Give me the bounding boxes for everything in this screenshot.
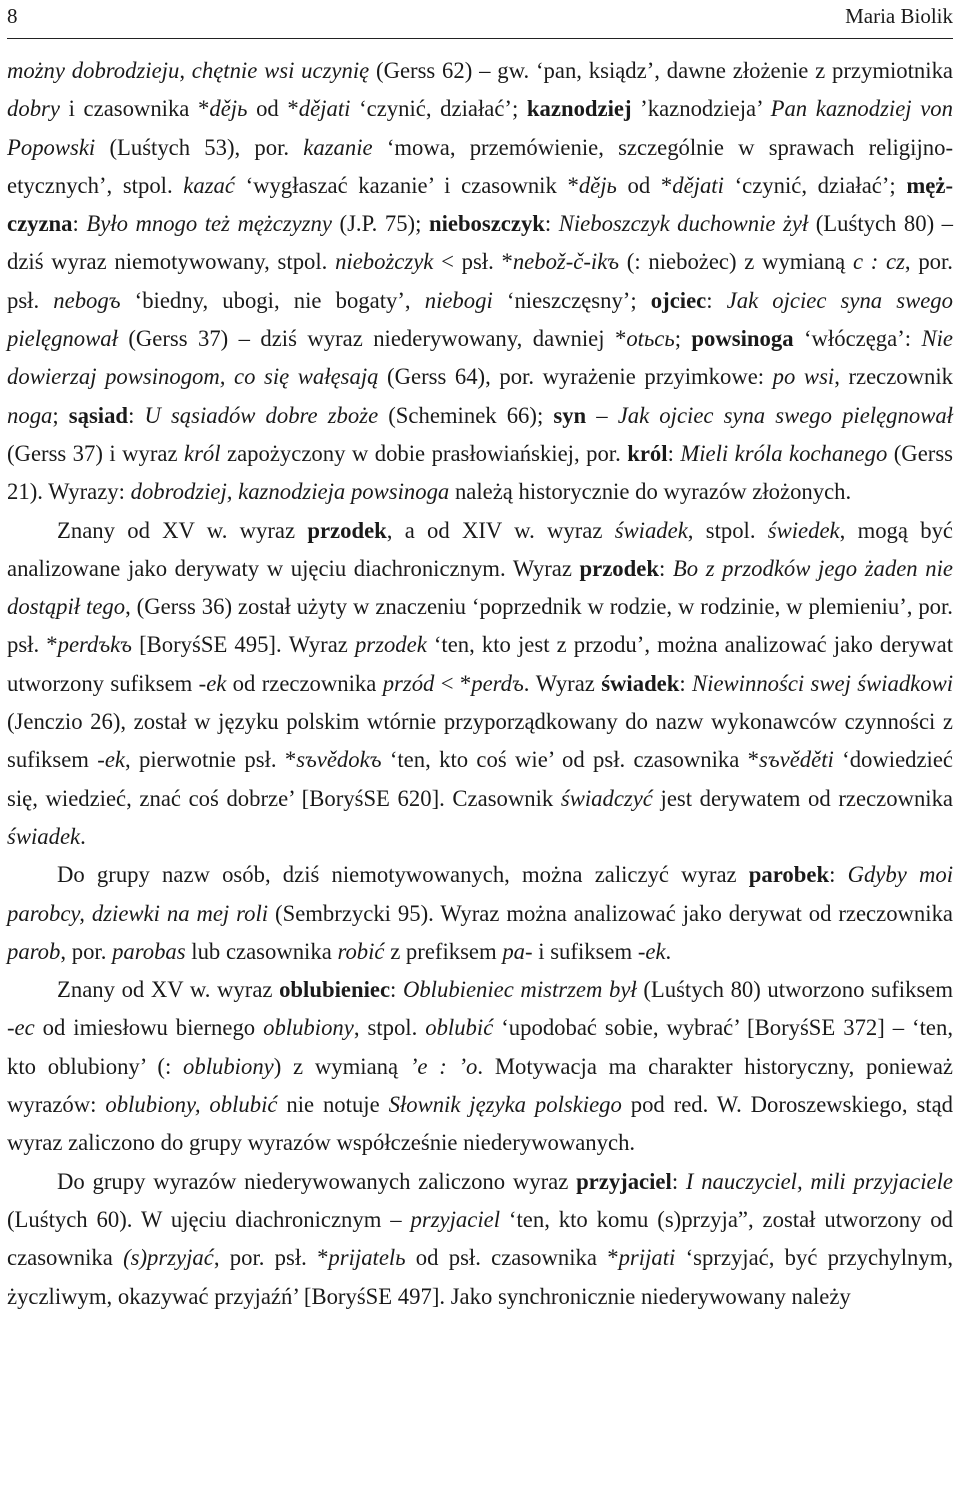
text-run: pod red. W. Doroszewskiego, stąd wyraz zaliczono do grupy wyrazów współcześnie niederywowanych. bbox=[7, 1092, 953, 1156]
bold-term: przodek bbox=[579, 555, 659, 581]
italic-text: niebożczyk bbox=[335, 249, 434, 275]
italic-text: otьcь bbox=[626, 326, 675, 352]
italic-text: prijatelь bbox=[328, 1245, 406, 1271]
text-run: należą historycznie do wyrazów złożonych. bbox=[449, 479, 852, 505]
text-run: ‘czynić, działać’; bbox=[723, 172, 907, 198]
italic-text: Słownik języka polskiego bbox=[388, 1092, 622, 1118]
bold-term: syn bbox=[553, 402, 587, 428]
text-run: ‘nieszczęsny’; bbox=[492, 287, 651, 313]
text-run: (Luśtych 53), por. bbox=[95, 134, 304, 160]
italic-text: nebož-č-ikъ bbox=[512, 249, 620, 275]
text-run: ‘wygłaszać kazanie’ i czasownik * bbox=[234, 172, 579, 198]
text-run: Do grupy wyrazów niederywowanych zaliczono wyraz bbox=[57, 1168, 577, 1194]
text-run: od * bbox=[616, 172, 673, 198]
text-run: , (Gerss 36) został użyty w znaczeniu ‘poprzednik w rodzie, w rodzinie, w plemieniu’, por. psł. * bbox=[7, 594, 953, 658]
italic-text: dějati bbox=[672, 172, 724, 198]
text-run: , por. psł. bbox=[7, 249, 953, 313]
text-run: ‘ten, kto jest z przodu’, można analizować jako derywat utworzony sufiksem bbox=[7, 632, 953, 696]
paragraph bbox=[7, 1163, 953, 1316]
text-run: ‘biedny, ubogi, nie bogaty’, bbox=[120, 287, 425, 313]
paragraph bbox=[7, 52, 953, 512]
italic-text: pa- bbox=[502, 938, 533, 964]
text-run: Znany od XV w. wyraz bbox=[57, 517, 308, 543]
text-run: (Gerss 37) – dziś wyraz niederywowany, dawniej * bbox=[117, 326, 627, 352]
text-run: . Wyraz bbox=[523, 670, 602, 696]
italic-text: U sąsiadów dobre zboże bbox=[144, 402, 379, 428]
text-run: (Scheminek 66); bbox=[378, 402, 554, 428]
text-run: ‘upodobać sobie, wybrać’ [BoryśSE 372] – ‘ten, kto oblubiony’ (: bbox=[7, 1015, 953, 1079]
italic-text: kazanie bbox=[303, 134, 373, 160]
text-run: (Jenczio 26), został w języku polskim wtórnie przyporządkowany do nazw wykonawców czynności z sufiksem bbox=[7, 709, 953, 773]
text-run: : bbox=[679, 670, 693, 696]
italic-text: ’e : ’o bbox=[409, 1053, 478, 1079]
text-run: od psł. czasownika * bbox=[405, 1245, 619, 1271]
text-run: (Luśtych 80) utworzono sufiksem bbox=[636, 977, 953, 1003]
italic-text: -ek bbox=[637, 938, 666, 964]
text-run: : bbox=[667, 440, 681, 466]
text-run: , stpol. bbox=[687, 517, 768, 543]
text-run: zapożyczony w dobie prasłowiańskiej, por. bbox=[220, 440, 628, 466]
italic-text: świadek bbox=[7, 823, 81, 849]
body-text bbox=[7, 52, 953, 1316]
text-run: , a od XIV w. wyraz bbox=[386, 517, 615, 543]
paragraph bbox=[7, 971, 953, 1162]
italic-text: noga bbox=[7, 402, 53, 428]
text-run: ) z wymianą bbox=[273, 1053, 410, 1079]
italic-text: Było mnogo też mężczyzny bbox=[86, 211, 332, 237]
text-run: ‘włóczęga’: bbox=[793, 326, 922, 352]
bold-term: świadek bbox=[601, 670, 680, 696]
italic-text: dobrodziej, kaznodzieja powsinoga bbox=[130, 479, 450, 505]
text-run: , mogą być analizowane jako derywaty w ujęciu diachronicznym. Wyraz bbox=[7, 517, 953, 581]
paragraph bbox=[7, 512, 953, 857]
italic-text: -ek bbox=[97, 747, 125, 773]
text-run: i czasownika * bbox=[59, 96, 210, 122]
italic-text: Pan kaznodziej von Popowski bbox=[7, 96, 953, 160]
text-run: ‘ten, kto komu (s)przyja”, został utworzony od czasownika bbox=[7, 1206, 953, 1271]
italic-text: robić bbox=[337, 938, 385, 964]
italic-text: (s)przyjać bbox=[123, 1245, 214, 1271]
bold-term: król bbox=[627, 440, 668, 466]
italic-text: świadczyć bbox=[560, 785, 653, 811]
text-run: . bbox=[665, 938, 672, 964]
italic-text: Bo z przodków jego żaden nie dostąpił tego bbox=[7, 555, 953, 620]
page-number: 8 bbox=[7, 4, 18, 28]
text-run: od imiesłowu biernego bbox=[34, 1015, 264, 1041]
italic-text: król bbox=[184, 440, 221, 466]
text-run: : bbox=[72, 211, 87, 237]
text-run: . Motywacja ma charakter historyczny, ponieważ wyrazów: bbox=[7, 1053, 953, 1118]
italic-text: oblubiony, oblubić bbox=[105, 1092, 278, 1118]
text-run: od * bbox=[247, 96, 299, 122]
italic-text: oblubiony bbox=[263, 1015, 354, 1041]
italic-text: przodek bbox=[354, 632, 427, 658]
italic-text: dobry bbox=[7, 96, 60, 122]
text-run: (Luśtych 60). W ujęciu diachronicznym – bbox=[7, 1206, 411, 1232]
italic-text: nebogъ bbox=[53, 287, 121, 313]
italic-text: c : cz bbox=[852, 249, 905, 275]
italic-text: Nie dowierzaj powsinogom, co się wałęsają bbox=[7, 326, 953, 390]
italic-text: przyjaciel bbox=[410, 1206, 501, 1232]
italic-text: Jak ojciec syna swego pielęgnował bbox=[617, 402, 953, 428]
text-run: : bbox=[706, 287, 727, 313]
italic-text: dějь bbox=[578, 172, 617, 198]
text-run: – bbox=[586, 402, 618, 428]
bold-term: kaznodziej bbox=[526, 96, 632, 122]
italic-text: -ek bbox=[198, 670, 227, 696]
italic-text: I nauczyciel, mili przyjaciele bbox=[685, 1168, 953, 1194]
text-run: ‘czynić, działać’; bbox=[350, 96, 527, 122]
text-run: (Gerss 64), por. wyrażenie przyimkowe: bbox=[378, 364, 773, 390]
text-run: ; bbox=[674, 326, 692, 352]
text-run: ’kaznodzieja’ bbox=[631, 96, 771, 122]
text-run: Znany od XV w. wyraz bbox=[57, 977, 280, 1003]
text-run: < psł. * bbox=[433, 249, 513, 275]
bold-term: powsinoga bbox=[691, 326, 794, 352]
italic-text: po wsi bbox=[772, 364, 835, 390]
italic-text: przód bbox=[382, 670, 435, 696]
italic-text: parob bbox=[7, 938, 61, 964]
text-run: (: niebożec) z wymianą bbox=[619, 249, 853, 275]
italic-text: -ec bbox=[7, 1015, 35, 1041]
text-run: ; bbox=[52, 402, 69, 428]
bold-term: sąsiad bbox=[68, 402, 129, 428]
italic-text: perdъ bbox=[471, 670, 524, 696]
text-run: (Gerss 37) i wyraz bbox=[7, 440, 185, 466]
italic-text: Niewinności swej świadkowi bbox=[692, 670, 954, 696]
italic-text: sъvěděti bbox=[759, 747, 834, 773]
bold-term: mężczyzna bbox=[7, 172, 954, 237]
text-run: nie notuje bbox=[277, 1092, 389, 1118]
bold-term: przyjaciel bbox=[576, 1168, 672, 1194]
italic-text: dějь bbox=[209, 96, 248, 122]
italic-text: świedek bbox=[767, 517, 840, 543]
text-run: , por. psł. * bbox=[213, 1245, 329, 1271]
text-run: ‘ten, kto coś wie’ od psł. czasownika * bbox=[381, 747, 760, 773]
text-run: i sufiksem bbox=[532, 938, 638, 964]
text-run: , stpol. bbox=[353, 1015, 426, 1041]
text-run: jest derywatem od rzeczownika bbox=[652, 785, 953, 811]
text-run: [BoryśSE 495]. Wyraz bbox=[131, 632, 355, 658]
italic-text: świadek bbox=[614, 517, 688, 543]
italic-text: oblubić bbox=[425, 1015, 494, 1041]
text-run: : bbox=[829, 862, 848, 888]
running-head-author: Maria Biolik bbox=[845, 4, 953, 28]
text-run: : bbox=[658, 555, 673, 581]
italic-text: dějati bbox=[298, 96, 351, 122]
text-run: , pierwotnie psł. * bbox=[124, 747, 297, 773]
text-run: , rzeczownik bbox=[834, 364, 954, 390]
text-run: ‘mowa, przemówienie, szczególnie w sprawach religijno-etycznych’, stpol. bbox=[7, 134, 953, 198]
text-run: , por. bbox=[60, 938, 113, 964]
text-run: (Luśtych 80) – dziś wyraz niemotywowany, stpol. bbox=[7, 211, 954, 275]
text-run: : bbox=[671, 1168, 686, 1194]
italic-text: Nieboszczyk duchownie żył bbox=[558, 211, 809, 237]
text-run: (Gerss 62) – gw. ‘pan, ksiądz’, dawne złożenie z przymiotnika bbox=[369, 58, 953, 83]
text-run: ‘sprzyjać, być przychylnym, życzliwym, okazywać przyjaźń’ [BoryśSE 497]. Jako synchronicznie niederywowany należy bbox=[7, 1245, 954, 1309]
bold-term: oblubieniec bbox=[279, 977, 391, 1003]
text-run: (Gerss 21). Wyrazy: bbox=[7, 440, 953, 505]
text-run: z prefiksem bbox=[384, 938, 503, 964]
text-run: ‘dowiedzieć się, wiedzieć, znać coś dobrze’ [BoryśSE 620]. Czasownik bbox=[7, 747, 953, 811]
italic-text: Gdyby moi parobcy, dziewki na mej roli bbox=[7, 862, 954, 926]
bold-term: parobek bbox=[748, 862, 830, 888]
italic-text: Mieli króla kochanego bbox=[680, 440, 888, 466]
text-run: : bbox=[128, 402, 145, 428]
italic-text: możny dobrodzieju, chętnie wsi uczynię bbox=[7, 58, 370, 83]
text-run: . bbox=[80, 823, 86, 849]
text-run: Do grupy nazw osób, dziś niemotywowanych, można zaliczyć wyraz bbox=[57, 862, 749, 888]
italic-text: prijati bbox=[618, 1245, 676, 1271]
italic-text: perdъkъ bbox=[57, 632, 132, 658]
bold-term: przodek bbox=[307, 517, 387, 543]
italic-text: Oblubieniec mistrzem był bbox=[402, 977, 637, 1003]
italic-text: Jak ojciec syna swego pielęgnował bbox=[7, 287, 953, 352]
text-run: : bbox=[390, 977, 403, 1003]
text-run: od rzeczownika bbox=[226, 670, 383, 696]
running-head bbox=[7, 0, 953, 39]
text-run: < * bbox=[434, 670, 472, 696]
italic-text: sъvědokъ bbox=[296, 747, 382, 773]
text-run: : bbox=[544, 211, 559, 237]
text-run: (J.P. 75); bbox=[331, 211, 429, 237]
bold-term: ojciec bbox=[650, 287, 707, 313]
bold-term: nieboszczyk bbox=[428, 211, 545, 237]
italic-text: niebogi bbox=[424, 287, 493, 313]
italic-text: oblubiony bbox=[183, 1053, 274, 1079]
text-run: lub czasownika bbox=[185, 938, 338, 964]
text-run: (Sembrzycki 95). Wyraz można analizować jako derywat od rzeczownika bbox=[268, 900, 953, 926]
italic-text: parobas bbox=[112, 938, 186, 964]
paragraph bbox=[7, 856, 953, 971]
italic-text: kazać bbox=[183, 172, 235, 198]
